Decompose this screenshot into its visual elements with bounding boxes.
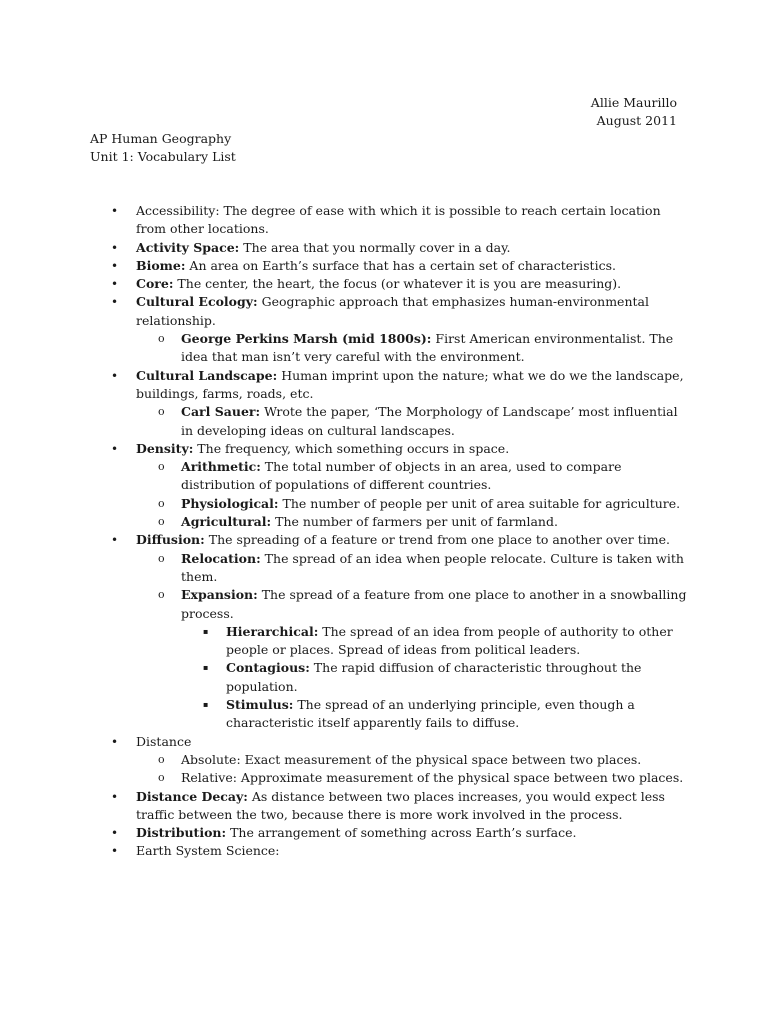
vocab-item-level-1 (90, 239, 690, 257)
vocab-definition: First American environmentalist. The idea that man isn’t very careful with the environment. (181, 331, 674, 365)
bullet-icon: o (158, 405, 165, 419)
bullet-icon: o (158, 551, 165, 565)
vocab-definition: The rapid diffusion of characteristic throughout the population. (226, 660, 642, 694)
vocab-item-level-2 (90, 751, 690, 769)
vocab-term: Diffusion: (136, 532, 205, 548)
vocabulary-list (90, 202, 690, 861)
bullet-icon: ▪ (203, 626, 209, 636)
vocab-term: George Perkins Marsh (mid 1800s): (181, 331, 432, 347)
vocab-term: Distribution: (136, 825, 227, 841)
bullet-icon: o (158, 332, 165, 346)
bullet-icon: • (111, 240, 119, 255)
bullet-icon: • (111, 441, 119, 456)
vocab-item-level-1 (90, 788, 690, 825)
vocab-term: Distance Decay: (136, 788, 248, 804)
vocab-definition: As distance between two places increases, you would expect less traffic between the two, because there is more work involved in the process. (136, 788, 665, 822)
vocab-definition: The spread of an underlying principle, even though a characteristic itself apparently fails to diffuse. (226, 697, 635, 731)
vocab-item-level-3 (90, 623, 690, 660)
bullet-icon: • (111, 844, 119, 859)
vocab-item-level-1 (90, 824, 690, 842)
author-block (591, 94, 677, 131)
bullet-icon: o (158, 752, 165, 766)
vocab-item-level-2 (90, 586, 690, 623)
vocab-definition: Relative: Approximate measurement of the physical space between two places. (181, 770, 684, 786)
vocab-definition: Absolute: Exact measurement of the physical space between two places. (181, 751, 642, 767)
vocab-term: Agricultural: (181, 514, 272, 530)
vocab-term: Biome: (136, 257, 186, 273)
vocab-item-level-1 (90, 842, 690, 860)
course-title: AP Human Geography (90, 131, 232, 146)
bullet-icon: • (111, 258, 119, 273)
vocab-item-level-1 (90, 202, 690, 239)
vocab-definition: The spread of a feature from one place to another in a snowballing process. (181, 587, 687, 621)
vocab-term: Physiological: (181, 495, 279, 511)
bullet-icon: o (158, 515, 165, 529)
vocab-item-level-3 (90, 659, 690, 696)
bullet-icon: ▪ (203, 700, 209, 710)
bullet-icon: • (111, 295, 119, 310)
vocab-item-level-2 (90, 550, 690, 587)
vocab-definition: The number of farmers per unit of farmland. (271, 514, 558, 530)
vocab-definition: Earth System Science: (136, 843, 280, 859)
vocab-term: Contagious: (226, 660, 310, 676)
vocab-term: Cultural Landscape: (136, 367, 278, 383)
bullet-icon: • (111, 734, 119, 749)
vocab-definition: The area that you normally cover in a day. (239, 239, 511, 255)
bullet-icon: • (111, 533, 119, 548)
vocab-item-level-2 (90, 769, 690, 787)
vocab-definition: Human imprint upon the nature; what we do we the landscape, buildings, farms, roads, etc. (136, 367, 684, 401)
vocab-definition: Wrote the paper, ‘The Morphology of Landscape’ most influential in developing ideas on cultural landscapes. (181, 404, 678, 438)
vocab-definition: The total number of objects in an area, used to compare distribution of populations of different countries. (181, 459, 622, 493)
vocab-item-level-1 (90, 367, 690, 404)
bullet-icon: • (111, 789, 119, 804)
vocab-term: Hierarchical: (226, 623, 319, 639)
vocab-term: Arithmetic: (181, 459, 261, 475)
bullet-icon: o (158, 460, 165, 474)
vocab-item-level-2 (90, 403, 690, 440)
vocab-definition: An area on Earth’s surface that has a certain set of characteristics. (185, 257, 616, 273)
course-block (90, 130, 236, 167)
bullet-icon: o (158, 588, 165, 602)
author-name: Allie Maurillo (590, 95, 677, 110)
bullet-icon: • (111, 368, 119, 383)
vocab-term: Density: (136, 440, 194, 456)
vocab-term: Stimulus: (226, 697, 294, 713)
vocab-term: Core: (136, 276, 174, 292)
vocab-definition: The spread of an idea when people relocate. Culture is taken with them. (181, 550, 684, 584)
vocab-definition: The spreading of a feature or trend from one place to another over time. (204, 532, 670, 548)
vocab-item-level-1 (90, 531, 690, 549)
vocab-item-level-1 (90, 257, 690, 275)
bullet-icon: • (111, 277, 119, 292)
vocab-definition: Distance (136, 733, 192, 749)
vocab-item-level-2 (90, 495, 690, 513)
vocab-definition: The center, the heart, the focus (or whatever it is you are measuring). (173, 276, 622, 292)
bullet-icon: o (158, 496, 165, 510)
bullet-icon: • (111, 826, 119, 841)
vocab-definition: The arrangement of something across Earth’s surface. (226, 825, 577, 841)
vocab-term: Activity Space: (136, 239, 240, 255)
vocab-term: Cultural Ecology: (136, 294, 258, 310)
vocab-item-level-1 (90, 275, 690, 293)
bullet-icon: o (158, 771, 165, 785)
vocab-term: Expansion: (181, 587, 258, 603)
unit-title: Unit 1: Vocabulary List (90, 149, 236, 165)
vocab-item-level-2 (90, 330, 690, 367)
vocab-term: Carl Sauer: (181, 404, 261, 420)
bullet-icon: • (111, 204, 119, 218)
vocab-term: Relocation: (181, 550, 261, 566)
document-date: August 2011 (596, 113, 677, 129)
vocab-item-level-3 (90, 696, 690, 733)
vocab-definition: Geographic approach that emphasizes human-environmental relationship. (136, 294, 649, 328)
vocab-definition: The number of people per unit of area suitable for agriculture. (278, 495, 681, 511)
vocab-item-level-2 (90, 513, 690, 531)
vocab-definition: The frequency, which something occurs in space. (193, 440, 510, 456)
vocab-definition: The spread of an idea from people of authority to other people or places. Spread of ideas from political leaders. (226, 623, 673, 658)
vocab-item-level-1 (90, 440, 690, 458)
vocab-item-level-2 (90, 458, 690, 495)
vocab-item-level-1 (90, 293, 690, 330)
vocab-definition: Accessibility: The degree of ease with which it is possible to reach certain location from other locations. (136, 203, 661, 237)
bullet-icon: ▪ (203, 663, 209, 673)
vocab-item-level-1 (90, 733, 690, 751)
